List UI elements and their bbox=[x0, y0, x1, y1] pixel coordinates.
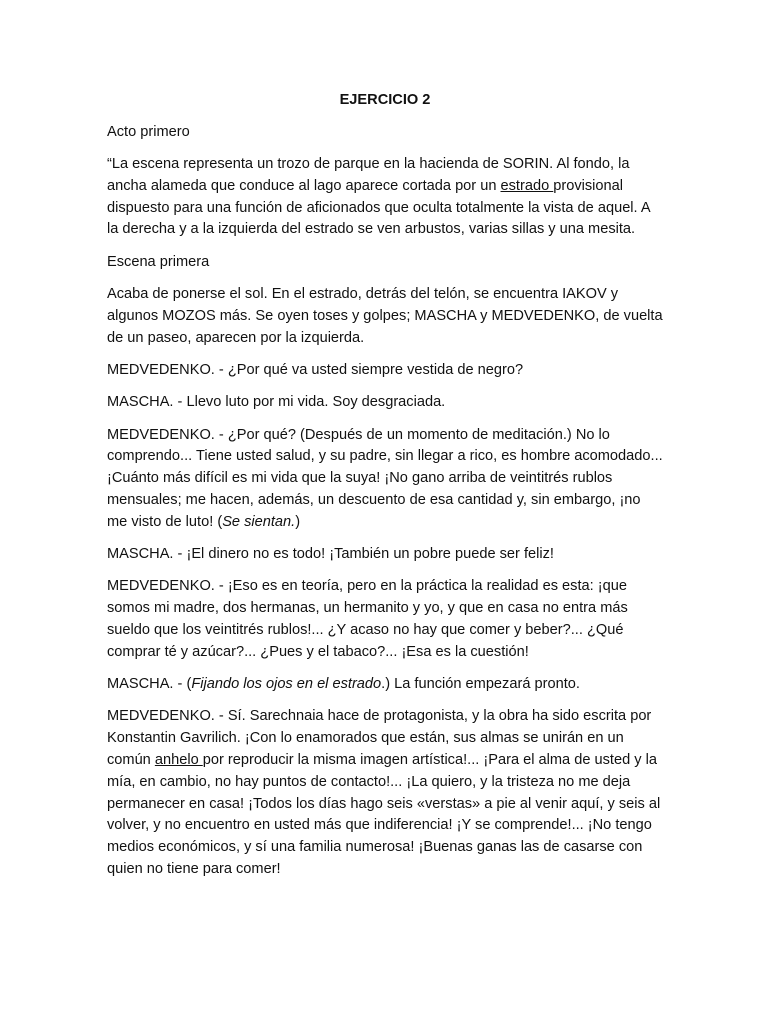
dialogue-line: MASCHA. - ¡El dinero no es todo! ¡También un pobre puede ser feliz! bbox=[107, 546, 554, 563]
dialogue-line: MEDVEDENKO. - ¡Eso es en teoría, pero en la práctica la realidad es esta: ¡que somos mi madre, dos hermanas, un hermanito y yo, y que en casa no entra más sueldo que los veintitrés rublos!... ¿Y acaso no hay que comer y beber?... ¿Qué comprar té y azúcar?... ¿Pues y el tabaco?... ¡Esa es la cuestión! bbox=[107, 578, 628, 660]
scene-heading: Escena primera bbox=[107, 253, 210, 270]
dialogue-line bbox=[107, 425, 663, 534]
dialogue-line: MASCHA. - Llevo luto por mi vida. Soy desgraciada. bbox=[107, 394, 446, 411]
scene-intro-paragraph: Acaba de ponerse el sol. En el estrado, detrás del telón, se encuentra IAKOV y algunos MOZOS más. Se oyen toses y golpes; MASCHA y MEDVEDENKO, de vuelta de un paseo, aparecen por la izquierda. bbox=[107, 286, 663, 346]
document-page bbox=[107, 90, 663, 891]
act-heading: Acto primero bbox=[107, 123, 190, 140]
underlined-word-estrado: estrado bbox=[500, 177, 554, 194]
dialogue-text: MASCHA. - ( bbox=[107, 676, 192, 693]
stage-direction-paragraph bbox=[107, 154, 663, 241]
stage-direction-text-1: “La escena representa un trozo de parque en la hacienda de SORIN. Al fondo, la ancha alameda que conduce al lago aparece cortada por un bbox=[107, 156, 630, 194]
document-title: EJERCICIO 2 bbox=[339, 92, 431, 108]
italic-stage-direction: Fijando los ojos en el estrado bbox=[191, 676, 382, 693]
dialogue-text: MEDVEDENKO. - ¿Por qué? (Después de un momento de meditación.) No lo comprendo... Tiene usted salud, y su padre, sin llegar a rico, es hombre acomodado... ¡Cuánto más difícil es mi vida que la suya! ¡No gano arriba de veintitrés rublos mensuales; me hacen, además, un descuento de esa cantidad y, sin embargo, ¡no me visto de luto! ( bbox=[107, 426, 663, 530]
italic-stage-direction: Se sientan. bbox=[222, 513, 296, 530]
underlined-word-anhelo: anhelo bbox=[154, 751, 203, 768]
dialogue-line: MEDVEDENKO. - ¿Por qué va usted siempre vestida de negro? bbox=[107, 361, 524, 378]
dialogue-text: por reproducir la misma imagen artística!... ¡Para el alma de usted y la mía, en cambio, no hay puntos de contacto!... ¡La quiero, y la tristeza no me deja permanecer en casa! ¡Todos los días hago seis «verstas» a pie al venir aquí, y seis al volver, y no encuentro en usted más que indiferencia! ¡Y se comprende!... ¡No tengo medios económicos, y sí una familia numerosa! ¡Buenas ganas las de casarse con quien no tiene para comer! bbox=[107, 751, 661, 877]
stage-direction-text-2: provisional dispuesto para una función de aficionados que oculta totalmente la vista de aquel. A la derecha y a la izquierda del estrado se ven arbustos, varias sillas y una mesita. bbox=[107, 177, 650, 238]
dialogue-line bbox=[107, 674, 663, 696]
dialogue-line bbox=[107, 706, 663, 880]
dialogue-text: MEDVEDENKO. - Sí. Sarechnaia hace de protagonista, y la obra ha sido escrita por Konstantin Gavrilich. ¡Con lo enamorados que están, sus almas se unirán en un común bbox=[107, 708, 652, 768]
dialogue-text: ) bbox=[295, 513, 301, 530]
dialogue-text: .) La función empezará pronto. bbox=[381, 676, 580, 693]
